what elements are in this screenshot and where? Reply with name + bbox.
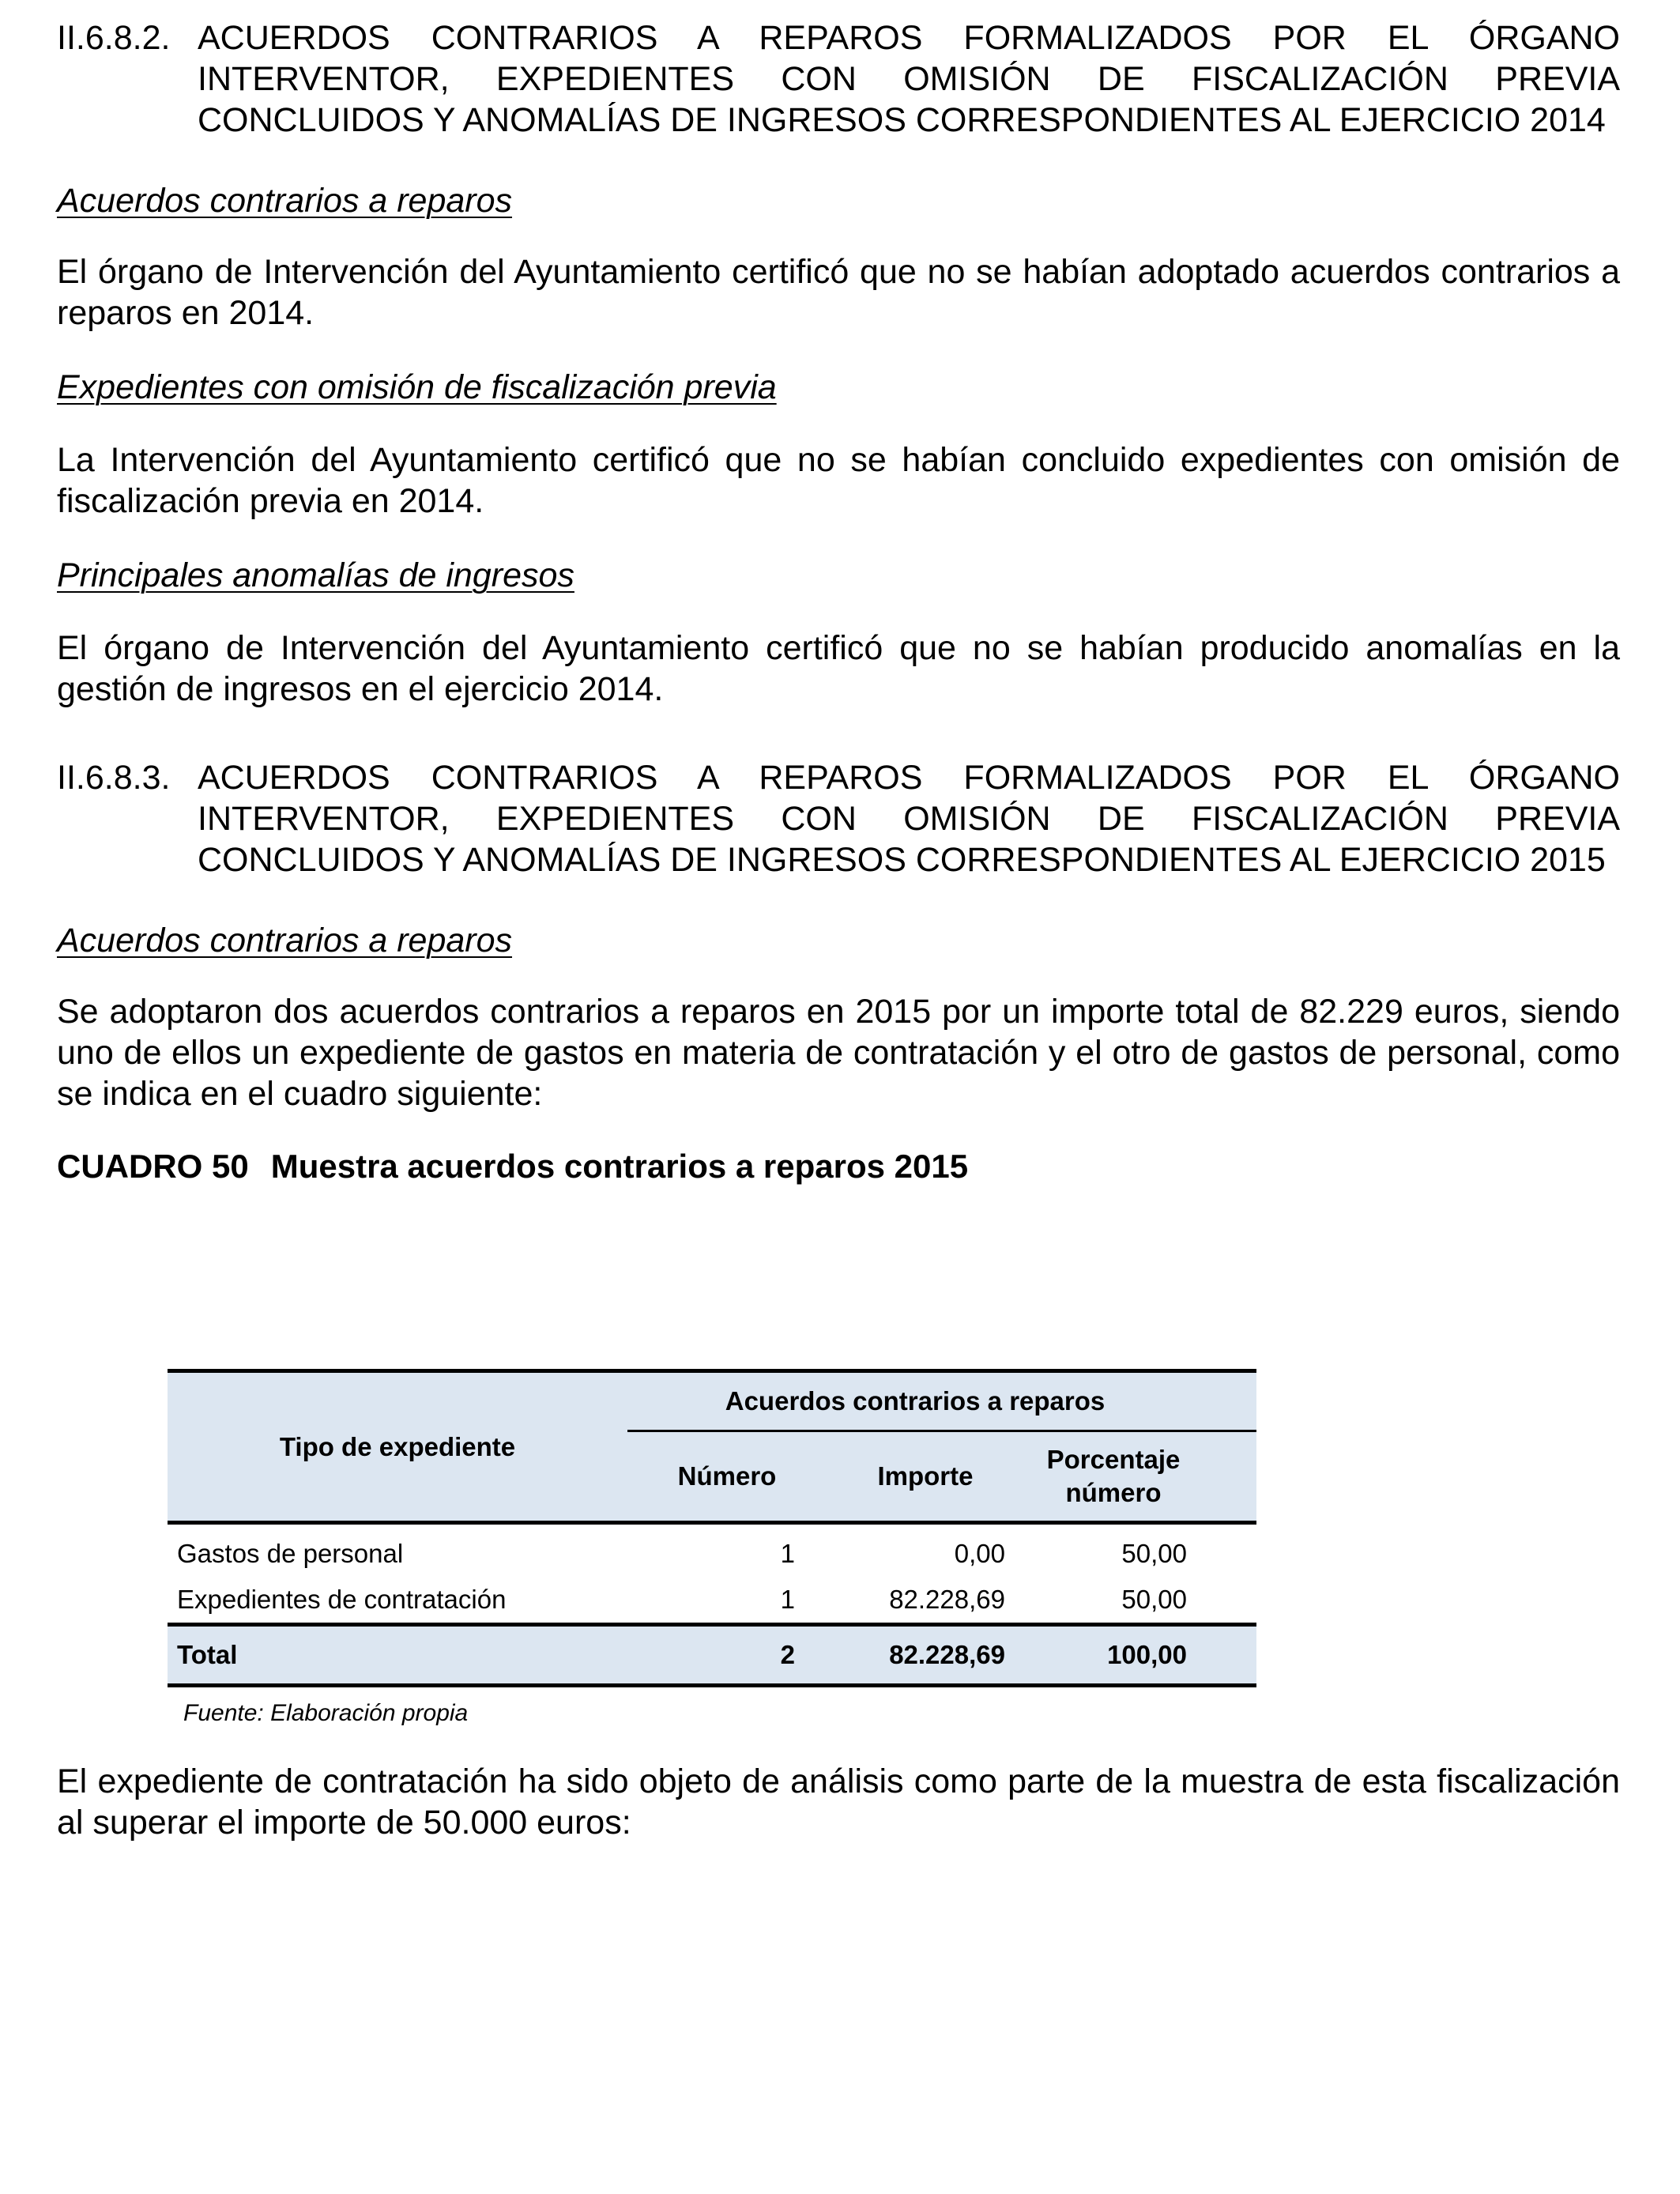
subheading-expedientes: Expedientes con omisión de fiscalización previa [57, 368, 777, 406]
closing-block [57, 1761, 1620, 1843]
table-title: Muestra acuerdos contrarios a reparos 2015 [270, 1148, 969, 1185]
cell-importe: 0,00 [954, 1539, 1005, 1568]
section-heading-2014 [57, 17, 1620, 141]
paragraph: El órgano de Intervención del Ayuntamiento certificó que no se habían producido anomalías en la gestión de ingresos en el ejercicio 2014. [57, 629, 1620, 708]
cuadro-50-table [168, 1369, 1256, 1687]
section-number: II.6.8.2. [57, 19, 171, 57]
cell-importe: 82.228,69 [889, 1585, 1005, 1614]
cell-total-label: Total [168, 1625, 627, 1686]
column-header-numero: Número [627, 1431, 827, 1523]
cell-tipo: Expedientes de contratación [177, 1585, 507, 1614]
closing-paragraph: El expediente de contratación ha sido objeto de análisis como parte de la muestra de esta fiscalización al superar el importe de 50.000 euros: [57, 1762, 1620, 1842]
cell-numero: 1 [780, 1539, 795, 1568]
cell-tipo: Gastos de personal [177, 1539, 404, 1568]
cell-total-numero: 2 [627, 1625, 827, 1686]
section-title: ACUERDOS CONTRARIOS A REPAROS FORMALIZADOS POR EL ÓRGANO INTERVENTOR, EXPEDIENTES CON OMISIÓN DE FISCALIZACIÓN PREVIA CONCLUIDOS Y ANOMALÍAS DE INGRESOS CORRESPONDIENTES AL EJERCICIO 2014 [198, 19, 1620, 139]
section-heading-2015 [57, 757, 1620, 880]
paragraph: Se adoptaron dos acuerdos contrarios a reparos en 2015 por un importe total de 82.229 euros, siendo uno de ellos un expediente de gastos en materia de contratación y el otro de gastos de personal, como se indica en el cuadro siguiente: [57, 993, 1620, 1113]
cell-spacer [1203, 1523, 1256, 1578]
section-number: II.6.8.3. [57, 759, 171, 797]
column-header-porcentaje [1024, 1431, 1203, 1523]
table-container [168, 1369, 1256, 1727]
cell-porcentaje: 50,00 [1121, 1539, 1187, 1568]
column-header-porcentaje-line1: Porcentaje [1046, 1445, 1181, 1474]
column-header-porcentaje-line2: número [1065, 1478, 1162, 1507]
column-header-tipo: Tipo de expediente [168, 1371, 627, 1523]
cell-total-porcentaje: 100,00 [1024, 1625, 1203, 1686]
cell-spacer [1203, 1577, 1256, 1625]
section-title: ACUERDOS CONTRARIOS A REPAROS FORMALIZADOS POR EL ÓRGANO INTERVENTOR, EXPEDIENTES CON OMISIÓN DE FISCALIZACIÓN PREVIA CONCLUIDOS Y ANOMALÍAS DE INGRESOS CORRESPONDIENTES AL EJERCICIO 2015 [198, 759, 1620, 879]
table-row [168, 1523, 1256, 1578]
header-spacer [1203, 1371, 1256, 1431]
cell-spacer [1203, 1625, 1256, 1686]
document-page [57, 17, 1620, 1187]
subheading-acuerdos: Acuerdos contrarios a reparos [57, 922, 513, 959]
table-source-note: Fuente: Elaboración propia [183, 1700, 469, 1726]
table-number: CUADRO 50 [57, 1148, 249, 1185]
table-caption [57, 1146, 1620, 1187]
cell-numero: 1 [780, 1585, 795, 1614]
table-total-row [168, 1625, 1256, 1686]
column-header-importe: Importe [827, 1431, 1024, 1523]
column-group-header: Acuerdos contrarios a reparos [627, 1371, 1203, 1431]
subheading-acuerdos: Acuerdos contrarios a reparos [57, 182, 513, 220]
cell-total-importe: 82.228,69 [827, 1625, 1024, 1686]
paragraph: El órgano de Intervención del Ayuntamiento certificó que no se habían adoptado acuerdos contrarios a reparos en 2014. [57, 253, 1620, 332]
table-row [168, 1577, 1256, 1625]
subheading-anomalias: Principales anomalías de ingresos [57, 556, 574, 594]
cell-porcentaje: 50,00 [1121, 1585, 1187, 1614]
header-spacer [1203, 1431, 1256, 1523]
paragraph: La Intervención del Ayuntamiento certificó que no se habían concluido expedientes con omisión de fiscalización previa en 2014. [57, 441, 1620, 520]
